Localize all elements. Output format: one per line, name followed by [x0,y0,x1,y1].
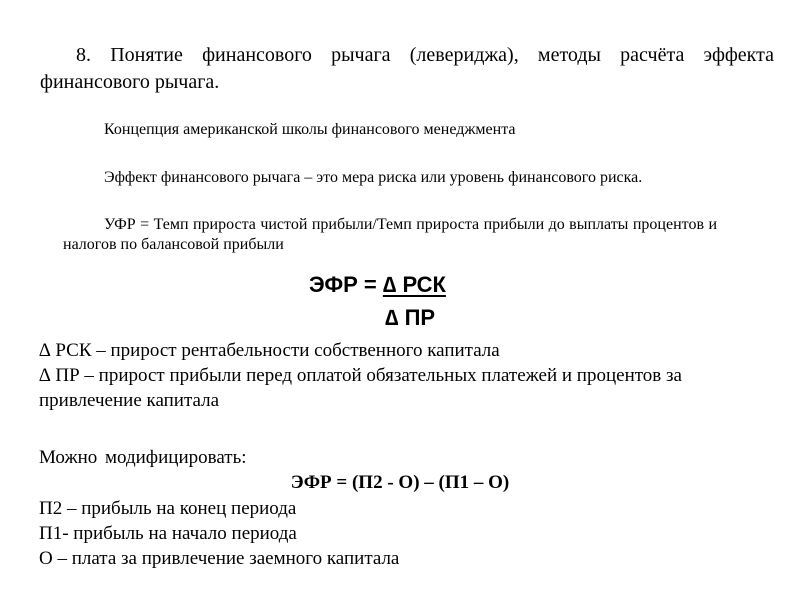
variable-p1: П1- прибыль на начало периода [39,523,297,544]
main-formula [309,271,446,299]
modify-label: Можно модифицировать: [39,447,247,468]
leverage-effect-definition: Эффект финансового рычага – это мера риска или уровень финансового риска. [104,169,643,186]
ufr-definition: УФР = Темп прироста чистой прибыли/Темп прироста прибыли до выплаты процентов и налогов по балансовой прибыли [63,216,717,253]
formula-lhs: ЭФР = [309,272,383,297]
variable-p2: П2 – прибыль на конец периода [39,498,297,519]
formula-numerator: ∆ РСК [382,272,446,297]
variable-o: О – плата за привлечение заемного капитала [39,548,400,569]
variables-list [39,496,399,571]
modified-formula: ЭФР = (П2 - О) – (П1 – О) [290,472,510,493]
definitions-list [39,338,759,413]
formula-denominator: ∆ ПР [385,305,436,330]
slide-title: 8. Понятие финансового рычага (левериджа), методы расчёта эффекта финансового рычага. [40,44,774,93]
definition-rsk: ∆ РСК – прирост рентабельности собственного капитала [39,340,500,361]
concept-subheading: Концепция американской школы финансового менеджмента [104,121,516,138]
definition-pr: ∆ ПР – прирост прибыли перед оплатой обязательных платежей и процентов за привлечение капитала [39,365,682,411]
